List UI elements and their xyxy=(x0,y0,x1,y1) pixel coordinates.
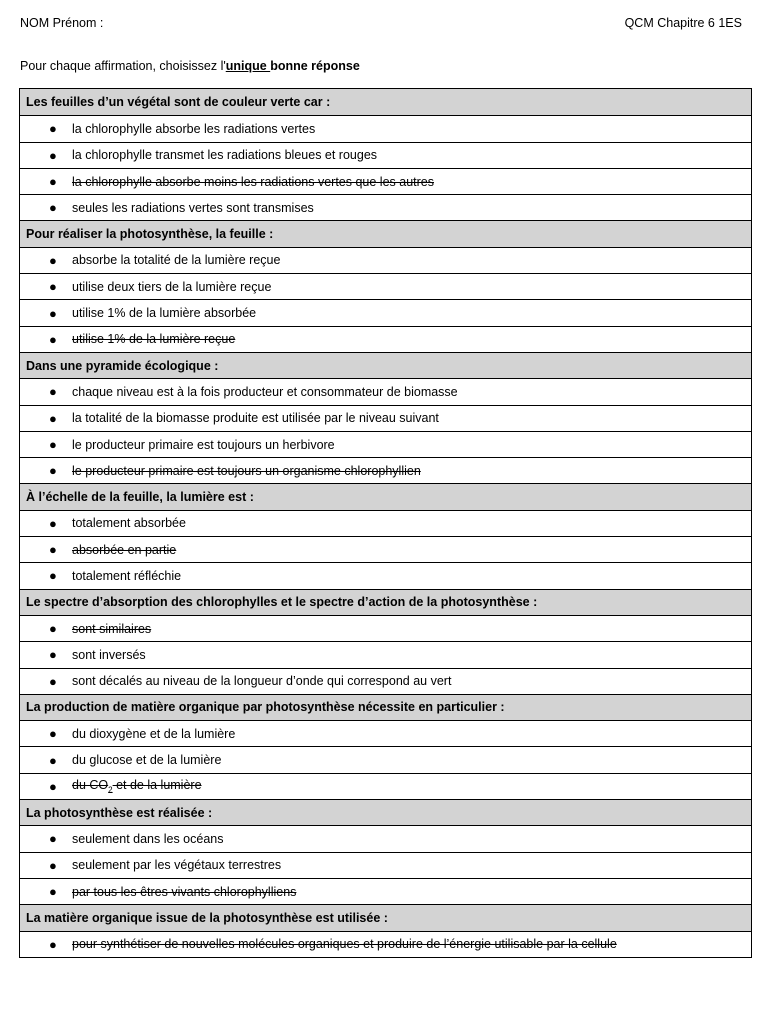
answer-text: sont décalés au niveau de la longueur d’onde qui correspond au vert xyxy=(72,674,452,689)
bullet-icon: ● xyxy=(49,673,57,689)
question-row xyxy=(20,589,751,615)
answer-text: seules les radiations vertes sont transmises xyxy=(72,200,314,215)
question-row xyxy=(20,694,751,720)
question-row xyxy=(20,904,751,930)
answer-option xyxy=(20,378,751,404)
answer-option xyxy=(20,878,751,904)
bullet-icon: ● xyxy=(49,331,57,347)
answer-text: absorbée en partie xyxy=(72,542,177,557)
question-text: Dans une pyramide écologique : xyxy=(26,358,219,373)
question-text: Pour réaliser la photosynthèse, la feuille : xyxy=(26,227,274,242)
answer-option xyxy=(20,142,751,168)
answer-text: utilise deux tiers de la lumière reçue xyxy=(72,279,272,294)
answer-option xyxy=(20,615,751,641)
qcm-table xyxy=(19,88,752,958)
answer-text xyxy=(72,778,202,795)
bullet-icon: ● xyxy=(49,726,57,742)
answer-option xyxy=(20,562,751,588)
bullet-icon: ● xyxy=(49,831,57,847)
bullet-icon: ● xyxy=(49,200,57,216)
question-text: Les feuilles d’un végétal sont de couleur verte car : xyxy=(26,95,331,110)
answer-option xyxy=(20,299,751,325)
answer-option xyxy=(20,852,751,878)
answer-option xyxy=(20,168,751,194)
question-row xyxy=(20,220,751,246)
answer-text: la chlorophylle absorbe moins les radiations vertes que les autres xyxy=(72,174,434,189)
answer-option xyxy=(20,326,751,352)
question-row xyxy=(20,89,751,115)
answer-option xyxy=(20,247,751,273)
bullet-icon: ● xyxy=(49,437,57,452)
bullet-icon: ● xyxy=(49,857,57,873)
bullet-icon: ● xyxy=(49,305,57,321)
answer-subscript: 2 xyxy=(108,785,113,795)
bullet-icon: ● xyxy=(49,778,57,794)
bullet-icon: ● xyxy=(49,884,57,900)
bullet-icon: ● xyxy=(49,515,57,531)
instructions-prefix: Pour chaque affirmation, choisissez l' xyxy=(20,59,226,73)
answer-text: totalement absorbée xyxy=(72,516,186,531)
question-text: La photosynthèse est réalisée : xyxy=(26,805,213,820)
answer-option xyxy=(20,641,751,667)
answer-text: du dioxygène et de la lumière xyxy=(72,726,236,741)
answer-text: seulement dans les océans xyxy=(72,831,224,846)
answer-text: sont inversés xyxy=(72,647,146,662)
answer-text: sont similaires xyxy=(72,621,152,636)
answer-text-part: du CO xyxy=(72,778,109,793)
answer-option xyxy=(20,115,751,141)
question-text: La production de matière organique par photosynthèse nécessite en particulier : xyxy=(26,700,505,715)
answer-option xyxy=(20,668,751,694)
answer-option xyxy=(20,431,751,457)
answer-text: la chlorophylle transmet les radiations bleues et rouges xyxy=(72,148,378,163)
answer-option xyxy=(20,931,751,957)
answer-option xyxy=(20,746,751,772)
answer-text-part: et de la lumière xyxy=(112,778,202,793)
answer-option xyxy=(20,405,751,431)
answer-option xyxy=(20,720,751,746)
answer-text: par tous les êtres vivants chlorophylliens xyxy=(72,884,297,899)
answer-text: pour synthétiser de nouvelles molécules organiques et produire de l’énergie utilisable par la cellule xyxy=(72,937,617,952)
bullet-icon: ● xyxy=(49,621,57,637)
bullet-icon: ● xyxy=(49,463,57,479)
answer-text: absorbe la totalité de la lumière reçue xyxy=(72,253,281,268)
bullet-icon: ● xyxy=(49,542,57,558)
bullet-icon: ● xyxy=(49,121,57,137)
answer-text: utilise 1% de la lumière absorbée xyxy=(72,306,257,321)
bullet-icon: ● xyxy=(49,936,57,952)
bullet-icon: ● xyxy=(49,384,57,400)
answer-option xyxy=(20,536,751,562)
bullet-icon: ● xyxy=(49,568,57,584)
bullet-icon: ● xyxy=(49,410,57,426)
bullet-icon: ● xyxy=(49,252,57,268)
answer-option xyxy=(20,825,751,851)
instructions-emphasis: unique xyxy=(225,59,271,73)
answer-text: du glucose et de la lumière xyxy=(72,753,222,768)
answer-text: la chlorophylle absorbe les radiations vertes xyxy=(72,121,316,136)
answer-option xyxy=(20,510,751,536)
question-text: Le spectre d’absorption des chlorophylles et le spectre d’action de la photosynthèse : xyxy=(26,595,538,610)
name-field-label: NOM Prénom : xyxy=(20,16,104,30)
question-row xyxy=(20,483,751,509)
question-text: La matière organique issue de la photosynthèse est utilisée : xyxy=(26,910,388,925)
bullet-icon: ● xyxy=(49,279,57,295)
document-title: QCM Chapitre 6 1ES xyxy=(624,16,742,30)
bullet-icon: ● xyxy=(49,647,57,663)
answer-option xyxy=(20,194,751,220)
question-row xyxy=(20,799,751,825)
bullet-icon: ● xyxy=(49,752,57,768)
answer-text: seulement par les végétaux terrestres xyxy=(72,858,282,873)
bullet-icon: ● xyxy=(49,147,57,163)
bullet-icon: ● xyxy=(49,174,57,190)
answer-text: la totalité de la biomasse produite est utilisée par le niveau suivant xyxy=(72,411,439,426)
answer-option xyxy=(20,773,751,799)
answer-text: utilise 1% de la lumière reçue xyxy=(72,332,236,347)
answer-text: totalement réfléchie xyxy=(72,568,182,583)
answer-text: le producteur primaire est toujours un herbivore xyxy=(72,437,335,452)
question-row xyxy=(20,352,751,378)
answer-option xyxy=(20,273,751,299)
instructions xyxy=(20,59,360,73)
question-text: À l’échelle de la feuille, la lumière est : xyxy=(26,490,254,505)
answer-option xyxy=(20,457,751,483)
instructions-suffix: bonne réponse xyxy=(270,59,360,73)
answer-text: chaque niveau est à la fois producteur et consommateur de biomasse xyxy=(72,384,458,399)
answer-text: le producteur primaire est toujours un organisme chlorophyllien xyxy=(72,463,421,478)
